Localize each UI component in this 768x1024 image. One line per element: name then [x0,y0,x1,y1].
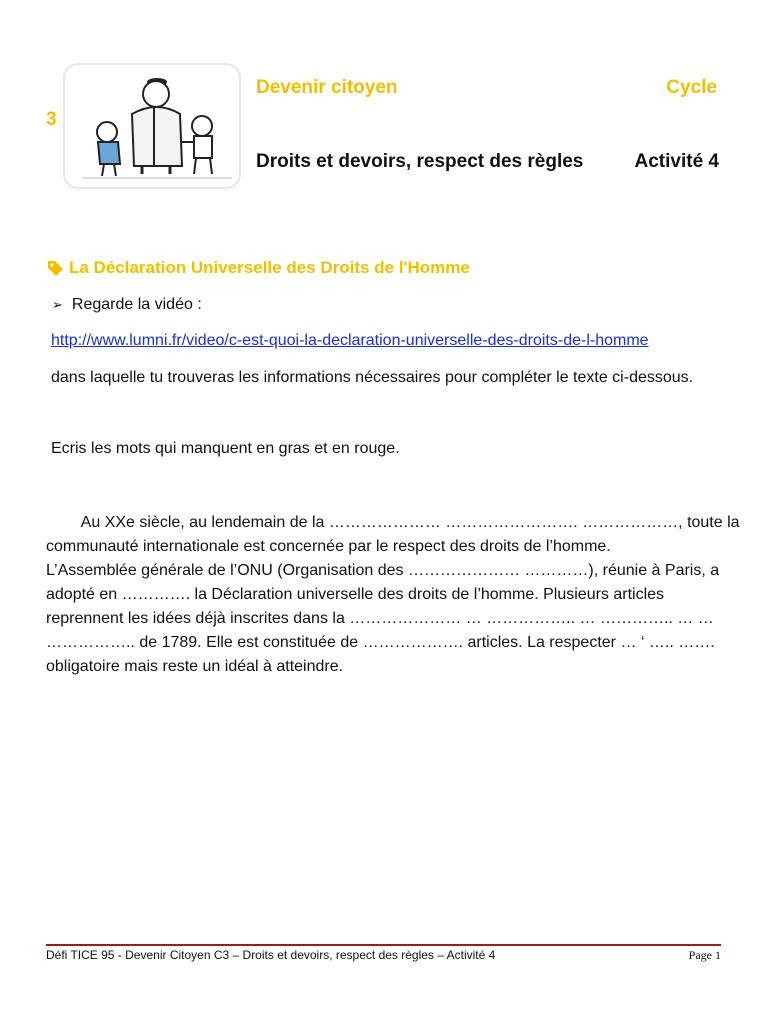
header-title: Devenir citoyen [256,77,398,98]
text-line: reprennent les idées déjà inscrites dans la ………………… … …………….. … ………….. … … [46,610,714,627]
text-line: obligatoire mais reste un idéal à atteindre. [46,658,344,675]
section-heading [46,258,470,278]
video-instruction-text: Regarde la vidéo : [71,296,202,313]
text-line: L’Assemblée générale de l’ONU (Organisation des ………………… …………), réunie à Paris, a [46,562,720,579]
text-line: Au XXe siècle, au lendemain de la ………………… ……………………. ………………, toute la [46,514,740,531]
text-line: …………….. de 1789. Elle est constituée de ………………. articles. La respecter … ‘ ….. ……. [46,634,715,651]
text-line: communauté internationale est concernée par le respect des droits de l’homme. [46,538,611,555]
header-subtitle: Droits et devoirs, respect des règles [256,151,584,172]
footer-text: Défi TICE 95 - Devenir Citoyen C3 – Droits et devoirs, respect des règles – Activité 4 [46,948,496,962]
header-cycle-number: 3 [46,109,57,130]
header-illustration [62,62,242,190]
page-number: Page 1 [688,948,721,962]
task-instruction: Ecris les mots qui manquent en gras et en rouge. [51,440,400,457]
arrow-bullet-icon: ➢ [52,297,63,312]
video-link[interactable]: http://www.lumni.fr/video/c-est-quoi-la-declaration-universelle-des-droits-de-l-homme [51,332,649,349]
text-line: adopté en …………. la Déclaration universelle des droits de l’homme. Plusieurs articles [46,586,665,603]
header-cycle-label: Cycle [666,77,717,98]
tag-icon [46,259,64,277]
judge-and-children-illustration [62,62,242,190]
section-title: La Déclaration Universelle des Droits de l'Homme [69,258,470,277]
fill-in-text [46,511,740,679]
header-activity: Activité 4 [634,151,719,172]
footer-divider [46,944,721,946]
instruction-paragraph: dans laquelle tu trouveras les informations nécessaires pour compléter le texte ci-dessous. [51,369,694,386]
video-instruction [52,296,202,314]
